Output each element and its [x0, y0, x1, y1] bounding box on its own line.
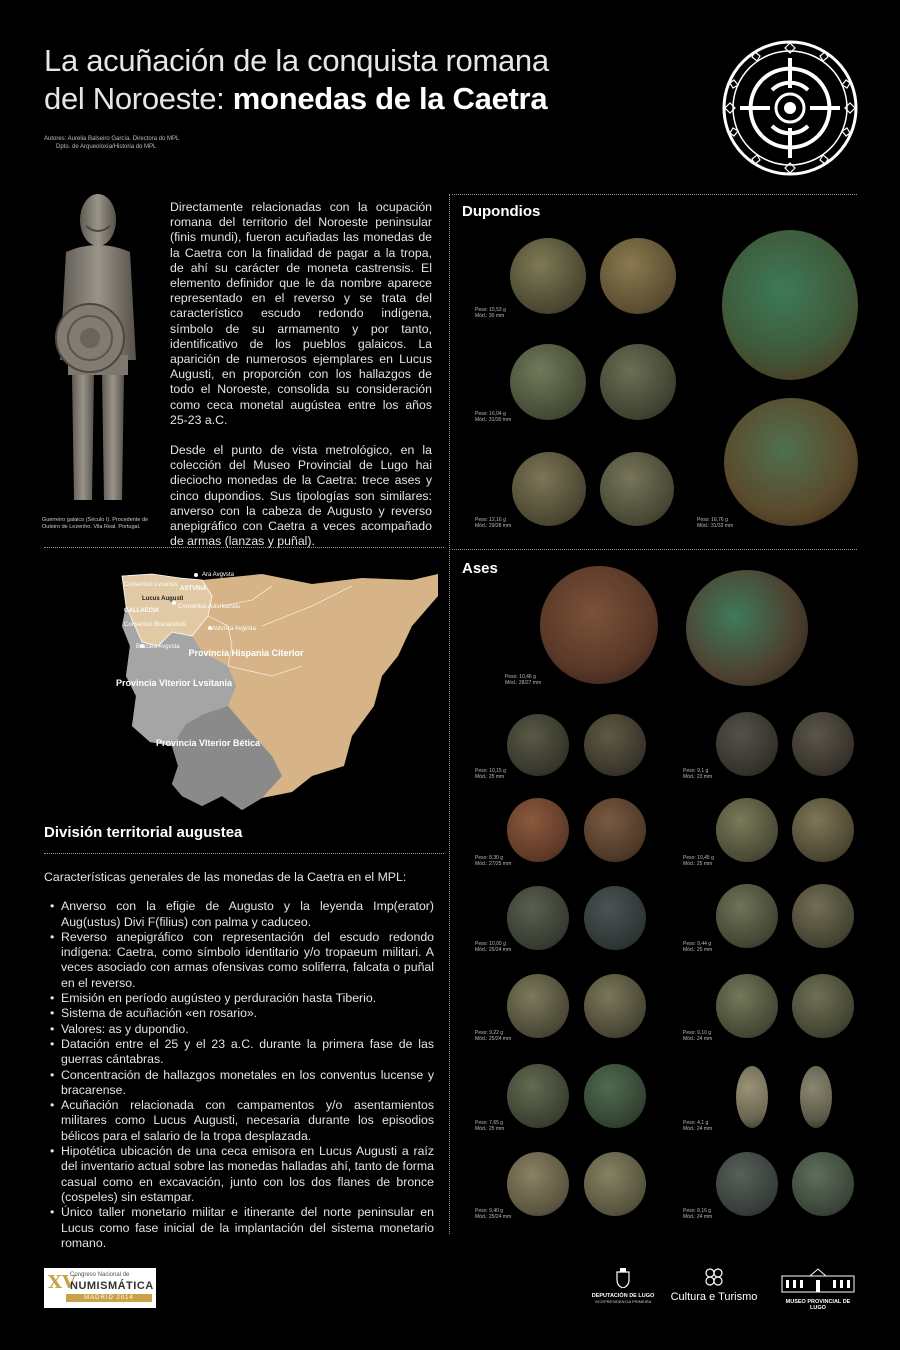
list-item: • Reverso anepigráfico con representación del escudo redondo indígena: Caetra, como símbolo identitario y/o tropaeum militari. A veces asociado con armas ofensivas como soliferra, falcata o puñal en el reverso. [44, 930, 434, 991]
coin-image [792, 1152, 854, 1216]
map-heading: División territorial augustea [44, 824, 243, 841]
museo-logo: MUSEO PROVINCIAL DE LUGO [778, 1268, 858, 1308]
coin-info: Peso: 10,00 g Mód.: 25/24 mm [475, 941, 512, 953]
coin-image [510, 344, 586, 420]
list-item: • Sistema de acuñación «en rosario». [44, 1006, 434, 1021]
intro-paragraph: Desde el punto de vista metrológico, en la colección del Museo Provincial de Lugo hai dieciocho monedas de la Caetra: trece ases y cinco dupondios. Sus tipologías son similares: anverso con la cabeza de Augusto y reverso anepigráfico con Caetra a veces acompañado de armas (lanzas y puñal). [170, 443, 432, 549]
coin-image [716, 798, 778, 862]
coin-image [510, 238, 586, 314]
coin-image [686, 570, 808, 686]
map-label-asturica: Astvrica Avgvsta [212, 626, 256, 632]
list-item: • Único taller monetario militar e itinerante del norte peninsular en Lucus como fase inicial de la implantación del sistema monetario romano. [44, 1205, 434, 1251]
intro-paragraph: Directamente relacionadas con la ocupación romana del territorio del Noroeste peninsular (finis mundi), fueron acuñadas las monedas de la Caetra con la finalidad de pagar a la tropa, de ahí su carácter de moneta castrensis. El elemento definidor que le da nombre aparece representado en el reverso y se trata del característico escudo redondo indígena, símbolo de su armamento y por tanto, identificativo de los pueblos galaicos. La aparición de numerosos ejemplares en Lucus Augusti, en proporción con los hallazgos de todo el Noroeste, consolida su consideración como ceca monetal augústea entre los años 25-23 a.C. [170, 200, 432, 427]
divider [452, 549, 857, 550]
ases-heading: Ases [462, 560, 498, 577]
list-item: • Hipotética ubicación de una ceca emisora en Lucus Augusti a raíz del inventario actual sobre las monedas halladas ahí, tanto de forma casual como en excavación, junto con los dos flanes de bronce (cospeles) sin estampar. [44, 1144, 434, 1205]
map-label-astvria: ASTVRIA [180, 586, 207, 592]
map-label-conv-bracarensis: Conventus Bracarensis [124, 622, 187, 628]
coin-info: Peso: 16,04 g Mód.: 31/30 mm [475, 411, 512, 423]
coin-image [512, 452, 586, 526]
statue-caption: Guerreiro galaico (Século I). Procedente de Outeiro de Lezenho. Vila Real. Portugal. [42, 517, 149, 530]
characteristics-intro: Características generales de las monedas de la Caetra en el MPL: [44, 870, 407, 884]
coin-image [716, 712, 778, 776]
congress-logo: XV Congreso Nacional de NUMISMÁTICA MADRID 2014 [44, 1268, 156, 1308]
list-item: • Datación entre el 25 y el 23 a.C. durante la primera fase de las guerras cántabras. [44, 1037, 434, 1068]
coin-image [584, 886, 646, 950]
coat-of-arms-icon [616, 1268, 630, 1288]
divider [44, 853, 444, 854]
coin-info: Peso: 10,46 g Mód.: 28/27 mm [505, 674, 542, 686]
coin-image [792, 884, 854, 948]
map-label-ara: Ara Avgvsta [202, 572, 234, 578]
coin-image [507, 1152, 569, 1216]
list-item: • Acuñación relacionada con campamentos y/o asentamientos militares como Lucus Augusti, necesaria durante los episodios bélicos para el salario de la tropa desplazada. [44, 1098, 434, 1144]
list-item: • Concentración de hallazgos monetales en los conventus lucense y bracarense. [44, 1068, 434, 1099]
intro-text [170, 200, 432, 549]
coin-image [540, 566, 658, 684]
coin-image [792, 974, 854, 1038]
coin-info: Peso: 10,15 g Mód.: 25 mm [475, 768, 506, 780]
map-label-bracara: Bracara Avgvsta [136, 644, 180, 650]
characteristics [44, 870, 434, 1251]
coin-image [600, 452, 674, 526]
caetra-labyrinth-emblem [722, 40, 858, 176]
map-label-citerior: Provincia Hispania Citerior [188, 648, 304, 658]
map-label-lusitania: Provincia Vlterior Lvsitania [115, 678, 233, 688]
page-title [44, 42, 684, 118]
coin-image [800, 1066, 832, 1128]
coin-image [507, 798, 569, 862]
coin-info: Peso: 9,44 g Mód.: 25 mm [683, 941, 713, 953]
coin-info: Peso: 10,45 g Mód.: 25 mm [683, 855, 714, 867]
dupondios-heading: Dupondios [462, 203, 541, 220]
coin-image [600, 344, 676, 420]
coin-info: Peso: 8,16 g Mód.: 24 mm [683, 1208, 713, 1220]
map-label-gallaecia: GALLAECIA [124, 608, 159, 614]
map-label-betica: Provincia Vlterior Bética [155, 738, 261, 748]
cultura-logo: Cultura e Turismo [664, 1268, 764, 1308]
coin-image [724, 398, 858, 526]
list-item: • Emisión en período augústeo y perduración hasta Tiberio. [44, 991, 434, 1006]
coin-image [722, 230, 858, 380]
divider [452, 194, 857, 195]
coin-image [736, 1066, 768, 1128]
coin-info: Peso: 9,1 g Mód.: 23 mm [683, 768, 713, 780]
divider [449, 194, 450, 1234]
coin-image [584, 798, 646, 862]
coin-image [716, 1152, 778, 1216]
coin-image [507, 886, 569, 950]
coin-info: Peso: 9,10 g Mód.: 24 mm [683, 1030, 713, 1042]
map-label-lucus: Lucus Augusti [142, 596, 184, 602]
title-line-1: La acuñación de la conquista romana [44, 43, 549, 78]
list-item: • Anverso con la efigie de Augusto y la leyenda Imp(erator) Aug(ustus) Divi F(filius) con palma y caduceo. [44, 899, 434, 930]
coin-image [792, 798, 854, 862]
list-item: • Valores: as y dupondio. [44, 1022, 434, 1037]
museum-building-icon [780, 1268, 856, 1294]
coin-info: Peso: 16,76 g Mód.: 31/33 mm [697, 517, 734, 529]
coin-info: Peso: 9,22 g Mód.: 25/24 mm [475, 1030, 512, 1042]
coin-info: Peso: 9,40 g Mód.: 25/24 mm [475, 1208, 512, 1220]
coin-image [584, 1152, 646, 1216]
coin-image [584, 974, 646, 1038]
coin-image [716, 974, 778, 1038]
clover-icon [703, 1268, 725, 1286]
map-label-conv-asturicensis: Conventus Astvricensis [178, 604, 241, 610]
coin-image [507, 974, 569, 1038]
map-label-conv-lucensis: Conventus Lvcensis [124, 582, 178, 588]
coin-info: Peso: 4,1 g Mód.: 24 mm [683, 1120, 713, 1132]
title-line-2: del Noroeste: monedas de la Caetra [44, 81, 548, 116]
coin-image [716, 884, 778, 948]
iberia-territorial-map [112, 566, 440, 812]
coin-image [792, 712, 854, 776]
deputacion-logo: DEPUTACIÓN DE LUGO VICEPRESIDENCIA PRIMEIRA [588, 1268, 658, 1308]
coin-info: Peso: 8,30 g Mód.: 27/25 mm [475, 855, 512, 867]
coin-image [600, 238, 676, 314]
coin-image [584, 714, 646, 776]
coin-image [507, 1064, 569, 1128]
warrior-statue-image [46, 190, 148, 510]
coin-image [584, 1064, 646, 1128]
coin-info: Peso: 12,16 g Mód.: 29/28 mm [475, 517, 512, 529]
coin-image [507, 714, 569, 776]
coin-info: Peso: 15,53 g Mód.: 30 mm [475, 307, 506, 319]
title-emphasis: monedas de la Caetra [232, 81, 548, 116]
characteristics-list [44, 899, 434, 1251]
coin-info: Peso: 7,65 g Mód.: 25 mm [475, 1120, 505, 1132]
authors: Autores: Aurelia Balseiro García. Directora do MPL Dpto. de Arqueoloxía/Historia do MPL [44, 136, 180, 150]
